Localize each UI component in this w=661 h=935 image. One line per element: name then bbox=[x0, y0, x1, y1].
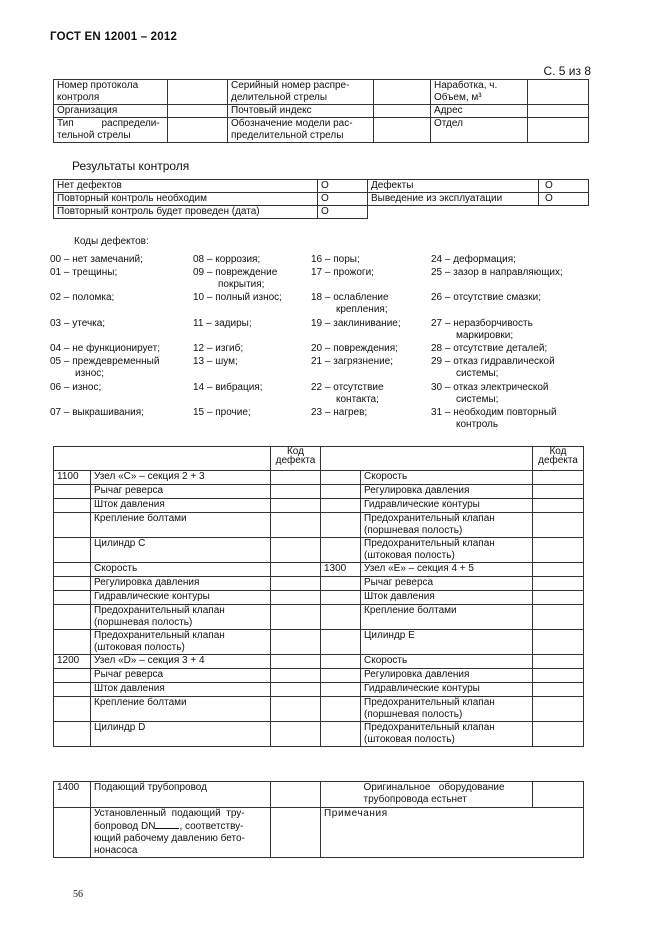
model-designation-value bbox=[374, 118, 431, 143]
inspection-item: Скорость bbox=[361, 471, 533, 485]
defect-code-cell[interactable] bbox=[271, 577, 321, 591]
defect-code: 29 – отказ гидравлической bbox=[431, 356, 555, 367]
address-label: Адрес bbox=[431, 105, 528, 118]
table-row bbox=[54, 513, 584, 538]
defect-code: износ; bbox=[75, 368, 105, 379]
address-value bbox=[528, 105, 589, 118]
defect-code-cell[interactable] bbox=[533, 485, 584, 499]
section-number: 1200 bbox=[54, 655, 91, 669]
defect-code: 21 – загрязнение; bbox=[311, 356, 394, 367]
defect-code-cell[interactable] bbox=[271, 499, 321, 513]
defect-code-cell[interactable] bbox=[533, 591, 584, 605]
results-title: Результаты контроля bbox=[72, 159, 190, 173]
defect-code: 23 – нагрев; bbox=[311, 407, 368, 418]
defect-code-cell[interactable] bbox=[271, 630, 321, 655]
serial-number-value bbox=[374, 80, 431, 105]
defect-codes-title: Коды дефектов: bbox=[74, 236, 149, 247]
no-defects-checkbox[interactable]: O bbox=[318, 180, 368, 193]
defect-code-cell[interactable] bbox=[533, 655, 584, 669]
table-row bbox=[54, 471, 584, 485]
defect-code: 25 – зазор в направляющих; bbox=[431, 267, 563, 278]
department-value bbox=[528, 118, 589, 143]
supply-pipeline-label: Подающий трубопровод bbox=[91, 782, 271, 808]
reinspection-date-checkbox[interactable]: O bbox=[318, 206, 368, 219]
defect-code: 30 – отказ электрической bbox=[431, 382, 549, 393]
operating-hours-label: Наработка, ч. Объем, м³ bbox=[431, 80, 528, 105]
defect-code: 24 – деформация; bbox=[431, 254, 516, 265]
department-label: Отдел bbox=[431, 118, 528, 143]
protocol-number-label: Номер протокола контроля bbox=[54, 80, 168, 105]
decommission-label: Выведение из эксплуатации bbox=[368, 193, 539, 206]
table-row bbox=[54, 669, 584, 683]
defect-code: 07 – выкрашивания; bbox=[50, 407, 144, 418]
model-designation-label: Обозначение модели рас- пределительной стрелы bbox=[228, 118, 374, 143]
page-number: 56 bbox=[73, 889, 83, 900]
inspection-item: Регулировка давления bbox=[361, 669, 533, 683]
inspection-item: Предохранительный клапан (штоковая полость) bbox=[361, 538, 533, 563]
defect-code-cell[interactable] bbox=[271, 471, 321, 485]
defect-code: 16 – поры; bbox=[311, 254, 360, 265]
table-row bbox=[54, 697, 584, 722]
defect-code: контроль bbox=[456, 419, 499, 430]
defect-code: 08 – коррозия; bbox=[193, 254, 261, 265]
defect-code: 17 – прожоги; bbox=[311, 267, 374, 278]
defect-code-header: Код дефекта bbox=[533, 447, 584, 471]
table-row bbox=[54, 538, 584, 563]
defect-code-cell[interactable] bbox=[533, 471, 584, 485]
defect-code: 10 – полный износ; bbox=[193, 292, 282, 303]
table-row bbox=[54, 630, 584, 655]
inspection-table bbox=[53, 446, 584, 747]
defect-code: 05 – преждевременный bbox=[50, 356, 160, 367]
section-number: 1300 bbox=[321, 563, 361, 577]
original-equipment-label: Оригинальное оборудование трубопровода естьнет bbox=[361, 782, 533, 808]
inspection-item: Крепление болтами bbox=[361, 605, 533, 630]
operating-hours-value bbox=[528, 80, 589, 105]
protocol-number-value bbox=[168, 80, 228, 105]
inspection-item: Предохранительный клапан (штоковая полость) bbox=[91, 630, 271, 655]
inspection-item: Рычаг реверса bbox=[361, 577, 533, 591]
defect-code: 19 – заклинивание; bbox=[311, 318, 401, 329]
table-row bbox=[54, 808, 584, 858]
decommission-checkbox[interactable]: O bbox=[539, 193, 589, 206]
inspection-item: Цилиндр С bbox=[91, 538, 271, 563]
defect-code: 13 – шум; bbox=[193, 356, 238, 367]
inspection-item: Гидравлические контуры bbox=[361, 683, 533, 697]
table-row bbox=[54, 105, 589, 118]
organization-value bbox=[168, 105, 228, 118]
defect-code: крепления; bbox=[336, 304, 388, 315]
defect-code: 04 – не функционирует; bbox=[50, 343, 161, 354]
defect-code-cell[interactable] bbox=[271, 563, 321, 577]
table-row bbox=[54, 605, 584, 630]
installed-pipeline-label: Установленный подающий тру- бопровод DN , соответству- ющий рабочему давлению бето- нонасоса bbox=[91, 808, 271, 858]
inspection-item: Регулировка давления bbox=[361, 485, 533, 499]
defects-checkbox[interactable]: O bbox=[539, 180, 589, 193]
section-number: 1100 bbox=[54, 471, 91, 485]
inspection-item: Крепление болтами bbox=[91, 697, 271, 722]
defect-code: 02 – поломка; bbox=[50, 292, 115, 303]
defect-code: маркировки; bbox=[456, 330, 514, 341]
inspection-item: Рычаг реверса bbox=[91, 485, 271, 499]
defect-code: 06 – износ; bbox=[50, 382, 102, 393]
results-table bbox=[53, 179, 589, 219]
no-defects-label: Нет дефектов bbox=[54, 180, 318, 193]
defect-code: 27 – неразборчивость bbox=[431, 318, 533, 329]
defect-code-cell[interactable] bbox=[533, 722, 584, 747]
defect-code-cell[interactable] bbox=[271, 669, 321, 683]
inspection-item: Цилиндр Е bbox=[361, 630, 533, 655]
inspection-item: Шток давления bbox=[91, 683, 271, 697]
inspection-item: Рычаг реверса bbox=[91, 669, 271, 683]
defect-code-cell[interactable] bbox=[533, 683, 584, 697]
defect-code: 20 – повреждения; bbox=[311, 343, 398, 354]
boom-type-label: Тип распредели- тельной стрелы bbox=[54, 118, 168, 143]
table-row bbox=[54, 563, 584, 577]
defect-code: 12 – изгиб; bbox=[193, 343, 244, 354]
defect-code: 28 – отсутствие деталей; bbox=[431, 343, 548, 354]
inspection-item: Предохранительный клапан (поршневая полость) bbox=[361, 697, 533, 722]
defect-code: 09 – повреждение bbox=[193, 267, 278, 278]
section-number: 1400 bbox=[54, 782, 91, 808]
empty-cell bbox=[539, 206, 589, 219]
defect-code: 03 – утечка; bbox=[50, 318, 106, 329]
defect-code: 31 – необходим повторный bbox=[431, 407, 557, 418]
table-row bbox=[54, 591, 584, 605]
table-row bbox=[54, 683, 584, 697]
section-title: Узел «Е» – секция 4 + 5 bbox=[361, 563, 533, 577]
defect-code-cell[interactable] bbox=[533, 499, 584, 513]
defect-code-cell[interactable] bbox=[271, 655, 321, 669]
table-row bbox=[54, 118, 589, 143]
table-row bbox=[54, 180, 589, 193]
inspection-item: Цилиндр D bbox=[91, 722, 271, 747]
organization-label: Организация bbox=[54, 105, 168, 118]
defect-code: 01 – трещины; bbox=[50, 267, 118, 278]
defect-code-cell[interactable] bbox=[533, 563, 584, 577]
defect-code-cell[interactable] bbox=[271, 683, 321, 697]
boom-type-value bbox=[168, 118, 228, 143]
document-header: ГОСТ EN 12001 – 2012 bbox=[50, 31, 178, 43]
table-row bbox=[54, 782, 584, 808]
defect-code: системы; bbox=[456, 394, 499, 405]
defect-code-cell[interactable] bbox=[271, 538, 321, 563]
defect-code-cell[interactable] bbox=[271, 782, 321, 808]
notes-field[interactable]: Примечания bbox=[321, 808, 584, 858]
reinspection-needed-checkbox[interactable]: O bbox=[318, 193, 368, 206]
postal-code-label: Почтовый индекс bbox=[228, 105, 374, 118]
table-row bbox=[54, 206, 589, 219]
defect-code-cell[interactable] bbox=[533, 577, 584, 591]
defect-code-cell[interactable] bbox=[533, 669, 584, 683]
table-row bbox=[54, 485, 584, 499]
inspection-item: Скорость bbox=[91, 563, 271, 577]
reinspection-needed-label: Повторный контроль необходим bbox=[54, 193, 318, 206]
section-title: Узел «D» – секция 3 + 4 bbox=[91, 655, 271, 669]
inspection-item: Гидравлические контуры bbox=[361, 499, 533, 513]
inspection-item: Шток давления bbox=[91, 499, 271, 513]
inspection-item: Предохранительный клапан (поршневая полость) bbox=[361, 513, 533, 538]
defect-code-cell[interactable] bbox=[271, 722, 321, 747]
serial-number-label: Серийный номер распре- делительной стрелы bbox=[228, 80, 374, 105]
inspection-item: Шток давления bbox=[361, 591, 533, 605]
defect-code-cell[interactable] bbox=[533, 782, 584, 808]
inspection-item: Предохранительный клапан (поршневая полость) bbox=[91, 605, 271, 630]
table-row bbox=[54, 655, 584, 669]
page-counter: С. 5 из 8 bbox=[543, 64, 591, 78]
defect-code-cell[interactable] bbox=[271, 513, 321, 538]
inspection-item: Крепление болтами bbox=[91, 513, 271, 538]
defect-code: системы; bbox=[456, 368, 499, 379]
table-row bbox=[54, 193, 589, 206]
defect-code-cell[interactable] bbox=[533, 630, 584, 655]
empty-cell bbox=[368, 206, 539, 219]
defect-code: 14 – вибрация; bbox=[193, 382, 263, 393]
postal-code-value bbox=[374, 105, 431, 118]
protocol-info-table bbox=[53, 79, 589, 143]
inspection-item: Скорость bbox=[361, 655, 533, 669]
supply-pipeline-table bbox=[53, 781, 584, 858]
defect-code: 26 – отсутствие смазки; bbox=[431, 292, 541, 303]
defect-code-cell[interactable] bbox=[271, 591, 321, 605]
defect-code: 18 – ослабление bbox=[311, 292, 389, 303]
inspection-item: Гидравлические контуры bbox=[91, 591, 271, 605]
section-title: Узел «С» – секция 2 + 3 bbox=[91, 471, 271, 485]
defect-code: контакта; bbox=[336, 394, 379, 405]
table-row bbox=[54, 447, 584, 471]
dn-field[interactable] bbox=[155, 820, 179, 829]
inspection-item: Регулировка давления bbox=[91, 577, 271, 591]
defect-code-cell[interactable] bbox=[533, 538, 584, 563]
table-row bbox=[54, 722, 584, 747]
inspection-item: Предохранительный клапан (штоковая полость) bbox=[361, 722, 533, 747]
defect-code: 22 – отсутствие bbox=[311, 382, 384, 393]
defect-code-cell[interactable] bbox=[533, 697, 584, 722]
defect-code: 11 – задиры; bbox=[193, 318, 252, 329]
defects-label: Дефекты bbox=[368, 180, 539, 193]
defect-code-cell[interactable] bbox=[271, 808, 321, 858]
defect-code: 00 – нет замечаний; bbox=[50, 254, 143, 265]
defect-code-cell[interactable] bbox=[271, 697, 321, 722]
defect-code: 15 – прочие; bbox=[193, 407, 251, 418]
defect-code-cell[interactable] bbox=[271, 485, 321, 499]
table-row bbox=[54, 499, 584, 513]
defect-code-header: Код дефекта bbox=[271, 447, 321, 471]
defect-code-cell[interactable] bbox=[533, 513, 584, 538]
defect-code-cell[interactable] bbox=[271, 605, 321, 630]
defect-code-cell[interactable] bbox=[533, 605, 584, 630]
table-row bbox=[54, 80, 589, 105]
reinspection-date-label: Повторный контроль будет проведен (дата) bbox=[54, 206, 318, 219]
defect-code: покрытия; bbox=[218, 279, 265, 290]
table-row bbox=[54, 577, 584, 591]
